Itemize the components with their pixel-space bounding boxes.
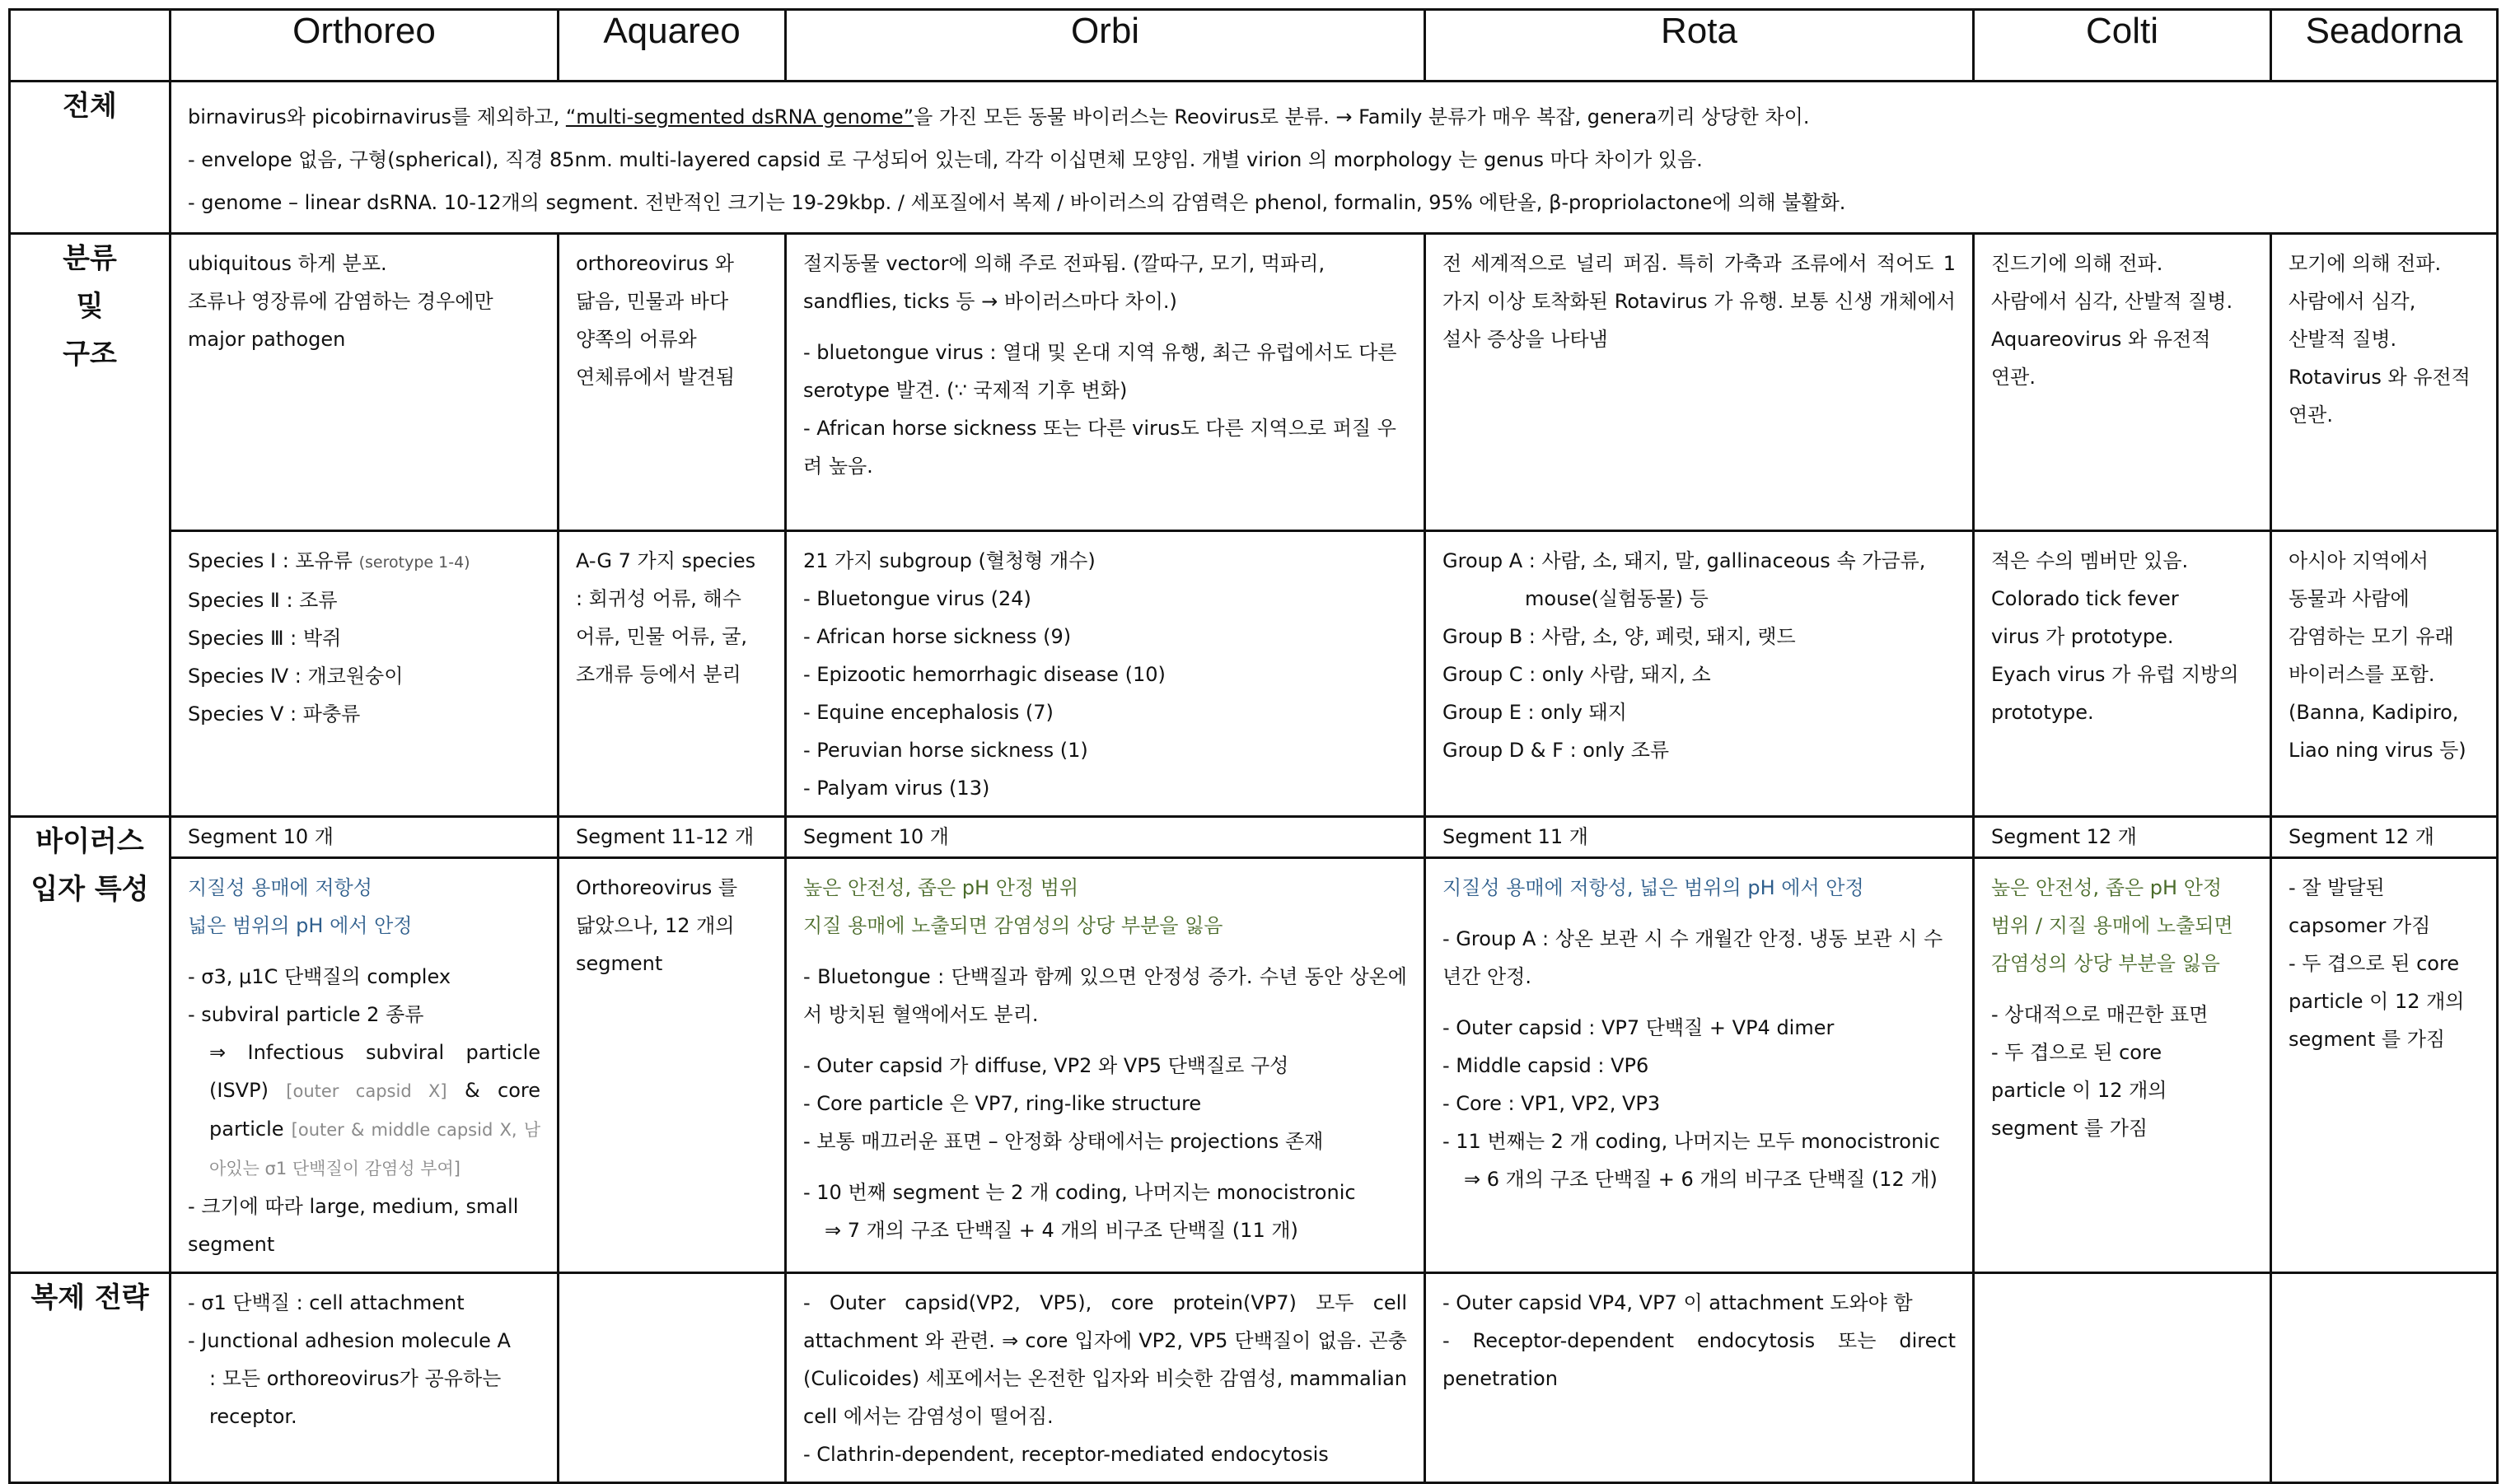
aquareo-segment-count: Segment 11-12 개 [559, 817, 786, 858]
row-classification-species [10, 531, 2498, 817]
group-item: Group D & F : only 조류 [1442, 739, 1670, 762]
rota-replication-cell: - Outer capsid VP4, VP7 이 attachment 도와야 함 - Receptor-dependent endocytosis 또는 direct penetration [1425, 1273, 1974, 1483]
species-item: Species Ⅴ : 파충류 [188, 702, 361, 726]
orthoreo-replication-cell: - σ1 단백질 : cell attachment - Junctional adhesion molecule A : 모든 orthoreovirus가 공유하는 receptor. [171, 1273, 559, 1483]
species-item: Species Ⅰ : 포유류 (serotype 1-4) [188, 549, 470, 572]
rota-segment-count: Segment 11 개 [1425, 817, 1974, 858]
colti-species-cell: 적은 수의 멤버만 있음. Colorado tick fever virus 가 prototype. Eyach virus 가 유럽 지방의 prototype. [1974, 531, 2271, 817]
orbi-particle-cell: 높은 안전성, 좁은 pH 안정 범위 지질 용매에 노출되면 감염성의 상당 부분을 잃음 - Bluetongue : 단백질과 함께 있으면 안정성 증가. 수년 동안 상온에서 방치된 혈액에서도 분리. - Outer capsid 가 diffuse, VP2 와 VP5 단백질로 구성 - Core particle 은 VP7, ring-like structure - 보통 매끄러운 표면 – 안정화 상태에서는 projections 존재 - 10 번째 segment 는 2 개 coding, 나머지는 monocistronic ⇒ 7 개의 구조 단백질 + 4 개의 비구조 단백질 (11 개) [786, 858, 1425, 1273]
subgroup-item: - Bluetongue virus (24) [803, 587, 1031, 610]
overall-line-1: birnavirus와 picobirnavirus를 제외하고, “multi-segmented dsRNA genome”을 가진 모든 동물 바이러스는 Reovirus로 분류. → Family 분류가 매우 복잡, genera끼리 상당한 차이. [188, 105, 1810, 128]
group-item: Group E : only 돼지 [1442, 701, 1627, 724]
corner-cell [10, 10, 171, 82]
row-classification-distribution [10, 234, 2498, 531]
overall-summary-cell [171, 82, 2498, 234]
column-header-orbi: Orbi [786, 10, 1425, 82]
column-header-colti: Colti [1974, 10, 2271, 82]
orbi-segment-count: Segment 10 개 [786, 817, 1425, 858]
species-item: Species Ⅱ : 조류 [188, 589, 338, 612]
seadorna-segment-count: Segment 12 개 [2271, 817, 2498, 858]
group-item: Group C : only 사람, 돼지, 소 [1442, 663, 1711, 686]
rota-particle-cell: 지질성 용매에 저항성, 넓은 범위의 pH 에서 안정 - Group A : 상온 보관 시 수 개월간 안정. 냉동 보관 시 수 년간 안정. - Outer capsid : VP7 단백질 + VP4 dimer - Middle capsid : VP6 - Core : VP1, VP2, VP3 - 11 번째는 2 개 coding, 나머지는 모두 monocistronic ⇒ 6 개의 구조 단백질 + 6 개의 비구조 단백질 (12 개) [1425, 858, 1974, 1273]
overall-line-2: - envelope 없음, 구형(spherical), 직경 85nm. multi-layered capsid 로 구성되어 있는데, 각각 이십면체 모양임. 개별 virion 의 morphology 는 genus 마다 차이가 있음. [188, 148, 1703, 171]
seadorna-replication-cell [2271, 1273, 2498, 1483]
column-header-aquareo: Aquareo [559, 10, 786, 82]
column-header-rota: Rota [1425, 10, 1974, 82]
rota-distribution-cell: 전 세계적으로 널리 퍼짐. 특히 가축과 조류에서 적어도 1 가지 이상 토착화된 Rotavirus 가 유행. 보통 신생 개체에서 설사 증상을 나타냄 [1425, 234, 1974, 531]
seadorna-particle-cell: - 잘 발달된 capsomer 가짐 - 두 겹으로 된 core particle 이 12 개의 segment 를 가짐 [2271, 858, 2498, 1273]
species-item: Species Ⅲ : 박쥐 [188, 627, 342, 650]
colti-segment-count: Segment 12 개 [1974, 817, 2271, 858]
orbi-replication-cell: - Outer capsid(VP2, VP5), core protein(VP7) 모두 cell attachment 와 관련. ⇒ core 입자에 VP2, VP5 단백질이 없음. 곤충(Culicoides) 세포에서는 온전한 입자와 비슷한 감염성, mammalian cell 에서는 감염성이 떨어짐. - Clathrin-dependent, receptor-mediated endocytosis [786, 1273, 1425, 1483]
seadorna-distribution-cell: 모기에 의해 전파. 사람에서 심각, 산발적 질병. Rotavirus 와 유전적 연관. [2271, 234, 2498, 531]
header-row [10, 10, 2498, 82]
subgroup-item: - Equine encephalosis (7) [803, 701, 1054, 724]
aquareo-distribution-cell: orthoreovirus 와 닮음, 민물과 바다 양쪽의 어류와 연체류에서 발견됨 [559, 234, 786, 531]
subgroup-item: - Peruvian horse sickness (1) [803, 739, 1088, 762]
row-header-replication: 복제 전략 [10, 1273, 171, 1483]
colti-replication-cell [1974, 1273, 2271, 1483]
group-item: Group B : 사람, 소, 양, 페럿, 돼지, 랫드 [1442, 625, 1796, 648]
orbi-species-cell: 21 가지 subgroup (혈청형 개수) - Bluetongue virus (24) - African horse sickness (9) - Epizootic hemorrhagic disease (10) - Equine encephalosis (7) - Peruvian horse sickness (1) - Palyam virus (13) [786, 531, 1425, 817]
column-header-orthoreo: Orthoreo [171, 10, 559, 82]
reovirus-comparison-table [8, 8, 2499, 1484]
colti-particle-cell: 높은 안전성, 좁은 pH 안정 범위 / 지질 용매에 노출되면 감염성의 상당 부분을 잃음 - 상대적으로 매끈한 표면 - 두 겹으로 된 core particle 이 12 개의 segment 를 가짐 [1974, 858, 2271, 1273]
subgroup-item: - African horse sickness (9) [803, 625, 1072, 648]
aquareo-particle-cell: Orthoreovirus 를 닮았으나, 12 개의 segment [559, 858, 786, 1273]
orthoreo-segment-count: Segment 10 개 [171, 817, 559, 858]
row-replication [10, 1273, 2498, 1483]
aquareo-species-cell: A-G 7 가지 species : 회귀성 어류, 해수 어류, 민물 어류, 굴, 조개류 등에서 분리 [559, 531, 786, 817]
row-header-classification: 분류 및 구조 [10, 234, 171, 817]
aquareo-replication-cell [559, 1273, 786, 1483]
subgroup-item: - Palyam virus (13) [803, 777, 990, 800]
orbi-distribution-cell: 절지동물 vector에 의해 주로 전파됨. (깔따구, 모기, 먹파리, sandflies, ticks 등 → 바이러스마다 차이.) - bluetongue virus : 열대 및 온대 지역 유행, 최근 유럽에서도 다른 serotype 발견. (∵ 국제적 기후 변화) - African horse sickness 또는 다른 virus도 다른 지역으로 퍼질 우려 높음. [786, 234, 1425, 531]
row-particle-details [10, 858, 2498, 1273]
column-header-seadorna: Seadorna [2271, 10, 2498, 82]
row-segment-count [10, 817, 2498, 858]
underlined-phrase: “multi-segmented dsRNA genome” [565, 105, 914, 128]
row-header-overall: 전체 [10, 82, 171, 234]
row-header-particle: 바이러스 입자 특성 [10, 817, 171, 1273]
seadorna-species-cell: 아시아 지역에서 동물과 사람에 감염하는 모기 유래 바이러스를 포함. (Banna, Kadipiro, Liao ning virus 등) [2271, 531, 2498, 817]
orthoreo-distribution-cell: ubiquitous 하게 분포. 조류나 영장류에 감염하는 경우에만 major pathogen [171, 234, 559, 531]
orthoreo-particle-cell: 지질성 용매에 저항성 넓은 범위의 pH 에서 안정 - σ3, μ1C 단백질의 complex - subviral particle 2 종류 ⇒ Infectious subviral particle (ISVP) [outer capsid X] & core particle [outer & middle capsid X, 남아있는 σ1 단백질이 감염성 부여] - 크기에 따라 large, medium, small segment [171, 858, 559, 1273]
subgroup-item: - Epizootic hemorrhagic disease (10) [803, 663, 1166, 686]
colti-distribution-cell: 진드기에 의해 전파. 사람에서 심각, 산발적 질병. Aquareovirus 와 유전적 연관. [1974, 234, 2271, 531]
row-overall [10, 82, 2498, 234]
rota-species-cell: Group A : 사람, 소, 돼지, 말, gallinaceous 속 가금류, mouse(실험동물) 등 Group B : 사람, 소, 양, 페럿, 돼지, 랫드 Group C : only 사람, 돼지, 소 Group E : only 돼지 Group D & F : only 조류 [1425, 531, 1974, 817]
orthoreo-species-cell [171, 531, 559, 817]
species-item: Species Ⅳ : 개코원숭이 [188, 665, 404, 688]
group-item: Group A : 사람, 소, 돼지, 말, gallinaceous 속 가금류, [1442, 549, 1926, 572]
overall-line-3: - genome – linear dsRNA. 10-12개의 segment. 전반적인 크기는 19-29kbp. / 세포질에서 복제 / 바이러스의 감염력은 phenol, formalin, 95% 에탄올, β-propriolactone에 의해 불활화. [188, 191, 1846, 214]
